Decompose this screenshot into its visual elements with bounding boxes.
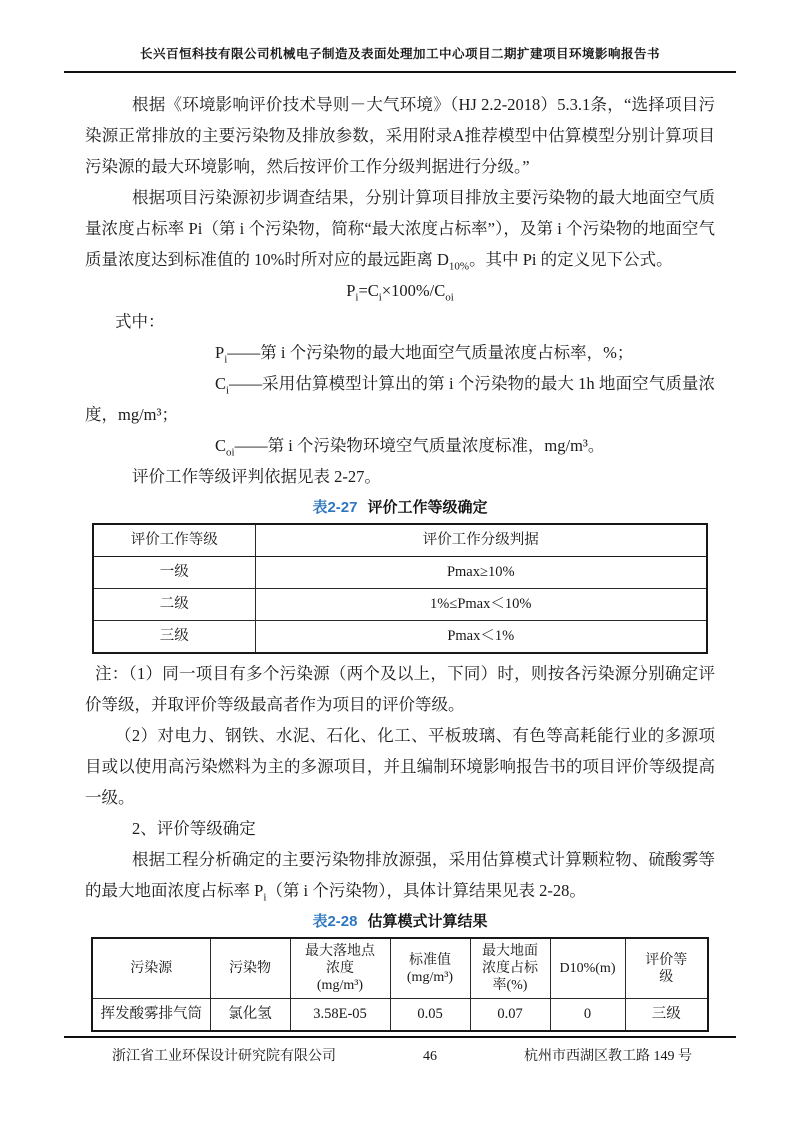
grade-level-1: 一级: [93, 557, 255, 589]
page-footer: [64, 1036, 736, 1065]
result-table-header-row: [92, 938, 708, 999]
note-1: 注：（1）同一项目有多个污染源（两个及以上，下同）时，则按各污染源分别确定评价等级，并取评价等级最高者作为项目的评价等级。: [85, 664, 715, 714]
formula-p: P: [346, 281, 356, 300]
footer-address: 杭州市西湖区教工路 149 号: [524, 1049, 692, 1064]
result-header-d10: D10%(m): [550, 938, 625, 999]
result-max-conc: 3.58E-05: [290, 999, 390, 1032]
def-pi-text: ——第 i 个污染物的最大地面空气质量浓度占标率，%；: [227, 343, 634, 362]
footer-organization: 浙江省工业环保设计研究院有限公司: [112, 1049, 336, 1064]
formula-pct-c: ×100%/C: [381, 281, 446, 300]
grade-criteria-2: 1%≤Pmax＜10%: [255, 589, 707, 621]
note-2: （2）对电力、钢铁、水泥、石化、化工、平板玻璃、有色等高耗能行业的多源项目或以使用高污染燃料为主的多源项目，并且编制环境影响报告书的项目评价等级提高一级。: [85, 726, 715, 807]
formula-sub-oi: oi: [445, 291, 454, 304]
def-ci-text: ——采用估算模型计算出的第 i 个污染物的最大 1h 地面空气质量浓度，mg/m³；: [85, 374, 715, 424]
grade-level-2: 二级: [93, 589, 255, 621]
grade-table-header-row: [93, 524, 707, 557]
formula-where-label: 式中：: [115, 312, 165, 331]
def-coi-text: ——第 i 个污染物环境空气质量浓度标准，mg/m³。: [234, 436, 605, 455]
table-row: [93, 589, 707, 621]
result-grade: 三级: [625, 999, 708, 1032]
grade-criteria-1: Pmax≥10%: [255, 557, 707, 589]
result-header-pollutant: 污染物: [210, 938, 290, 999]
paragraph-estimation-post: （第 i 个污染物），具体计算结果见表 2-28。: [266, 881, 586, 900]
page-number: 46: [423, 1049, 437, 1064]
table28-caption: [85, 906, 715, 937]
d10-subscript: 10%: [448, 260, 470, 273]
grade-table-header-level: 评价工作等级: [93, 524, 255, 557]
grade-level-3: 三级: [93, 621, 255, 654]
result-header-standard: 标准值(mg/m³): [390, 938, 470, 999]
grade-criteria-3: Pmax＜1%: [255, 621, 707, 654]
result-header-source: 污染源: [92, 938, 210, 999]
paragraph-estimation: [85, 844, 715, 906]
table28-label: 表2-28: [312, 913, 358, 930]
paragraph-guideline: 根据《环境影响评价技术导则－大气环境》（HJ 2.2-2018）5.3.1条，“选择项目污染源正常排放的主要污染物及排放参数，采用附录A推荐模型中估算模型分别计算项目污染源的最大环境影响，然后按评价工作分级判据进行分级。”: [85, 95, 715, 176]
result-ratio: 0.07: [470, 999, 550, 1032]
result-standard: 0.05: [390, 999, 470, 1032]
grade-table-header-criteria: 评价工作分级判据: [255, 524, 707, 557]
d10-symbol: D: [437, 250, 449, 269]
paragraph-estimation-pre: 根据工程分析确定的主要污染物排放源强，采用估算模式计算颗粒物、硫酸雾等的最大地面浓度占标率 P: [85, 850, 715, 900]
formula-eq-c: =C: [358, 281, 379, 300]
header-rule: [64, 71, 736, 73]
paragraph-survey-pre: 根据项目污染源初步调查结果，分别计算项目排放主要污染物的最大地面空气质量浓度占标率 Pi（第 i 个污染物，简称“最大浓度占标率”），及第 i 个污染物的地面空气质量浓度达到标准值的 10%时所对应的最远距离: [85, 188, 715, 269]
definition-pi: [85, 337, 715, 368]
table27-caption-text: 评价工作等级确定: [367, 499, 488, 516]
paragraph-estimation-sub: i: [263, 891, 267, 904]
paragraph-survey: [85, 182, 715, 275]
grade-table: [92, 523, 708, 654]
def-coi-symbol: C: [215, 436, 227, 455]
lead-table27: 评价工作等级评判依据见表 2-27。: [132, 467, 381, 486]
def-ci-symbol: C: [215, 374, 227, 393]
document-body: [85, 89, 715, 1032]
result-header-max-conc: 最大落地点浓度(mg/m³): [290, 938, 390, 999]
formula-pi: [85, 275, 715, 306]
table-row: [92, 999, 708, 1032]
def-pi-symbol: P: [215, 343, 225, 362]
result-d10: 0: [550, 999, 625, 1032]
section-heading-2: 2、评价等级确定: [132, 819, 256, 838]
result-header-grade: 评价等级: [625, 938, 708, 999]
result-pollutant: 氯化氢: [210, 999, 290, 1032]
def-pi-sub: i: [224, 353, 228, 366]
result-source: 挥发酸雾排气筒: [92, 999, 210, 1032]
formula-sub-i2: i: [378, 291, 382, 304]
result-table: [91, 937, 709, 1032]
table27-caption: [85, 492, 715, 523]
result-header-ratio: 最大地面浓度占标率(%): [470, 938, 550, 999]
def-ci-sub: i: [226, 384, 230, 397]
formula-sub-i1: i: [355, 291, 359, 304]
table28-caption-text: 估算模式计算结果: [367, 913, 488, 930]
paragraph-survey-post: 。其中 Pi 的定义见下公式。: [469, 250, 673, 269]
definition-ci: [85, 368, 715, 430]
table27-label: 表2-27: [312, 499, 358, 516]
definition-coi: [85, 430, 715, 461]
table-row: [93, 621, 707, 654]
def-coi-sub: oi: [226, 446, 235, 459]
table-row: [93, 557, 707, 589]
page-header-title: 长兴百恒科技有限公司机械电子制造及表面处理加工中心项目二期扩建项目环境影响报告书: [139, 47, 660, 61]
